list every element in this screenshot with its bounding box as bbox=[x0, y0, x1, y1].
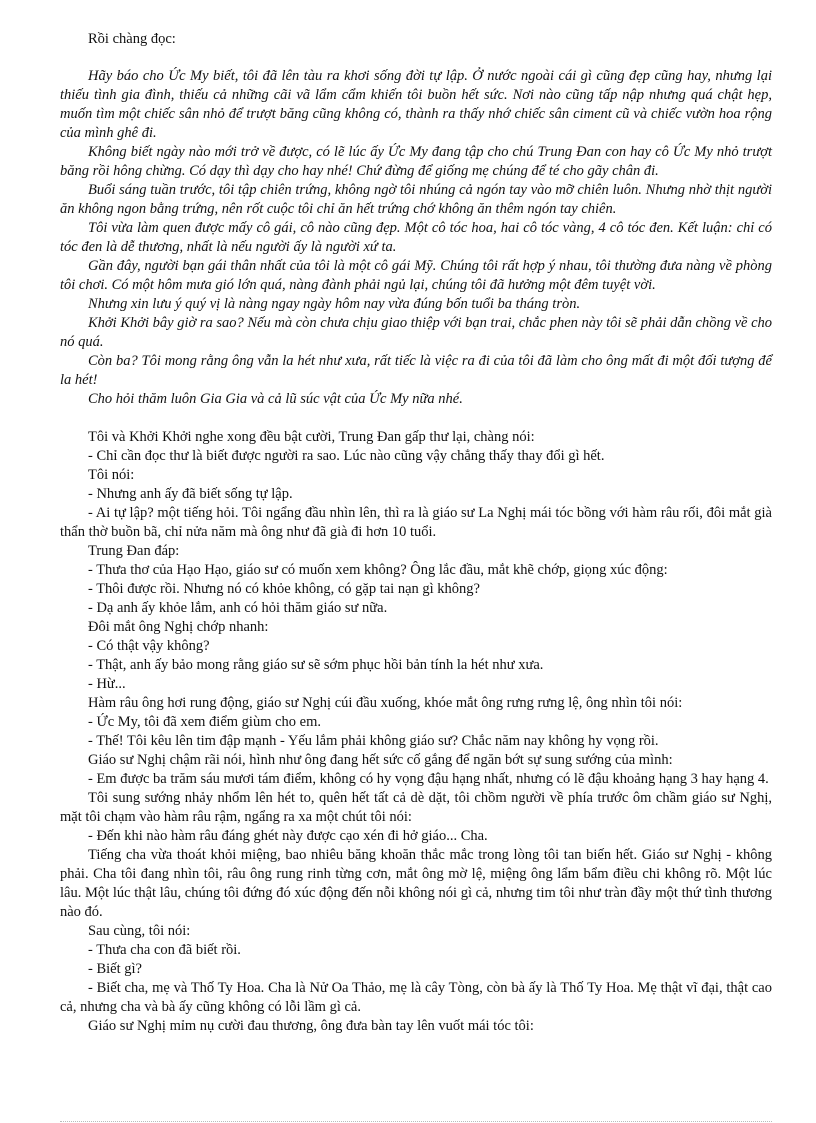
dialogue-line: - Thôi được rồi. Nhưng nó có khỏe không, có gặp tai nạn gì không? bbox=[88, 581, 480, 597]
dialogue-line: - Dạ anh ấy khỏe lắm, anh có hỏi thăm giáo sư nữa. bbox=[88, 600, 388, 616]
dialogue-line: - Ai tự lập? một tiếng hỏi. Tôi ngẩng đầu nhìn lên, thì ra là giáo sư La Nghị mái tóc bồng với hàm râu rối, đôi mắt già thẩn thờ buồn bã, chỉ nửa năm mà ông như đã già đi hơn 10 tuổi. bbox=[60, 505, 772, 540]
letter-paragraph: Cho hỏi thăm luôn Gia Gia và cả lũ súc vật của Ức My nữa nhé. bbox=[88, 391, 463, 407]
narrative-paragraph: Đôi mắt ông Nghị chớp nhanh: bbox=[88, 619, 269, 635]
letter-paragraph: Khởi Khởi bây giờ ra sao? Nếu mà còn chưa chịu giao thiệp với bạn trai, chắc phen này tôi sẽ phải dẫn chồng về cho nó quá. bbox=[60, 315, 773, 350]
letter-block bbox=[60, 67, 772, 409]
dialogue-line: - Chỉ cần đọc thư là biết được người ra sao. Lúc nào cũng vậy chẳng thấy thay đổi gì hết. bbox=[88, 448, 605, 464]
dialogue-line: - Biết gì? bbox=[88, 961, 142, 977]
letter-paragraph: Còn ba? Tôi mong rằng ông vẫn la hét như xưa, rất tiếc là việc ra đi của tôi đã làm cho ông mất đi một đối tượng để la hét! bbox=[60, 353, 772, 388]
narrative-paragraph: Tôi nói: bbox=[88, 467, 135, 483]
dialogue-line: - Em được ba trăm sáu mươi tám điểm, không có hy vọng đậu hạng nhất, nhưng có lẽ đậu khoảng hạng 3 hay hạng 4. bbox=[88, 771, 769, 787]
dialogue-line: - Nhưng anh ấy đã biết sống tự lập. bbox=[88, 486, 293, 502]
dialogue-line: - Đến khi nào hàm râu đáng ghét này được cạo xén đi hở giáo... Cha. bbox=[88, 828, 488, 844]
dialogue-line: - Hừ... bbox=[88, 676, 126, 692]
dialogue-line: - Thưa cha con đã biết rồi. bbox=[88, 942, 241, 958]
narrative-paragraph: Hàm râu ông hơi rung động, giáo sư Nghị cúi đầu xuống, khóe mắt ông rưng rưng lệ, ông nhìn tôi nói: bbox=[88, 695, 683, 711]
letter-paragraph: Không biết ngày nào mới trở về được, có lẽ lúc ấy Ức My đang tập cho chú Trung Đan con hay cô Ức My nhỏ trượt băng rồi hông chừng. Có dạy thì dạy cho hay nhé! Chứ đừng để giống mẹ chúng để té cho gãy chân đi. bbox=[60, 144, 772, 179]
dialogue-line: - Thưa thơ của Hạo Hạo, giáo sư có muốn xem không? Ông lắc đầu, mắt khẽ chớp, giọng xúc động: bbox=[88, 562, 668, 578]
dialogue-line: - Biết cha, mẹ và Thố Ty Hoa. Cha là Nử Oa Thảo, mẹ là cây Tòng, còn bà ấy là Thố Ty Hoa. Mẹ thật vĩ đại, thật cao cả, nhưng cha và bà ấy cũng không có lỗi lầm gì cả. bbox=[60, 980, 772, 1015]
narrative-paragraph: Tiếng cha vừa thoát khỏi miệng, bao nhiêu băng khoăn thắc mắc trong lòng tôi tan biến hết. Giáo sư Nghị - không phải. Cha tôi đang nhìn tôi, râu ông rung rinh từng cơn, mắt ông mờ lệ, miệng ông lẩm bẩm điều chi không rõ. Một lúc lâu. Một lúc thật lâu, chúng tôi đứng đó xúc động đến nỗi không nói gì cả, nhưng tim tôi như tràn đầy một thứ tình thương nào đó. bbox=[60, 847, 772, 920]
narrative-paragraph: Tôi sung sướng nhảy nhổm lên hét to, quên hết tất cả dè dặt, tôi chồm người về phía trước ôm chầm giáo sư Nghị, mặt tôi chạm vào hàm râu rậm, ngẩng ra xa một chút tôi nói: bbox=[60, 790, 772, 825]
spacer bbox=[60, 49, 772, 67]
document-page bbox=[60, 30, 772, 1036]
narrative-paragraph: Sau cùng, tôi nói: bbox=[88, 923, 191, 939]
dialogue-line: - Thật, anh ấy bảo mong rằng giáo sư sẽ sớm phục hồi bản tính la hét như xưa. bbox=[88, 657, 544, 673]
letter-paragraph: Buổi sáng tuần trước, tôi tập chiên trứng, không ngờ tôi nhúng cả ngón tay vào mỡ chiên luôn. Nhưng nhờ thịt người ăn không ngon bằng trứng, nên rốt cuộc tôi chỉ ăn hết trứng chớ không ăn thêm ngón tay chiên. bbox=[60, 182, 772, 217]
narrative-paragraph: Trung Đan đáp: bbox=[88, 543, 180, 559]
letter-paragraph: Hãy báo cho Ức My biết, tôi đã lên tàu ra khơi sống đời tự lập. Ở nước ngoài cái gì cũng đẹp cũng hay, nhưng lại thiếu tình gia đình, thiếu cả những cãi vã lẩm cẩm khiến tôi buồn hết sức. Nơi nào cũng tấp nập nhưng quá chật hẹp, muốn tìm một chiếc sân nhỏ để trượt băng cũng không có, thành ra thấy nhớ chiếc sân ciment cũ và chiếc vườn hoa rộng của mình ghê đi. bbox=[60, 68, 772, 141]
letter-paragraph: Gần đây, người bạn gái thân nhất của tôi là một cô gái Mỹ. Chúng tôi rất hợp ý nhau, tôi thường đưa nàng về phòng tôi chơi. Có một hôm mưa gió lớn quá, nàng đành phải ngủ lại, chúng tôi đã hưởng một đêm tuyệt vời. bbox=[60, 258, 772, 293]
dialogue-line: - Ức My, tôi đã xem điểm giùm cho em. bbox=[88, 714, 321, 730]
dialogue-line: - Có thật vậy không? bbox=[88, 638, 210, 654]
spacer bbox=[60, 409, 772, 428]
intro-line: Rồi chàng đọc: bbox=[88, 31, 176, 47]
letter-paragraph: Nhưng xin lưu ý quý vị là nàng ngay ngày hôm nay vừa đúng bốn tuổi ba tháng tròn. bbox=[88, 296, 581, 312]
narrative-block bbox=[60, 428, 772, 1036]
narrative-paragraph: Giáo sư Nghị chậm rãi nói, hình như ông đang hết sức cố gắng để ngăn bớt sự sung sướng của mình: bbox=[88, 752, 673, 768]
narrative-paragraph: Giáo sư Nghị mỉm nụ cười đau thương, ông đưa bàn tay lên vuốt mái tóc tôi: bbox=[88, 1018, 534, 1034]
dialogue-line: - Thế! Tôi kêu lên tim đập mạnh - Yếu lắm phải không giáo sư? Chắc năm nay không hy vọng rồi. bbox=[88, 733, 659, 749]
letter-paragraph: Tôi vừa làm quen được mấy cô gái, cô nào cũng đẹp. Một cô tóc hoa, hai cô tóc vàng, 4 cô tóc đen. Kết luận: chỉ có tóc đen là dễ thương, nhất là nếu người ấy là người xứ ta. bbox=[60, 220, 772, 255]
narrative-paragraph: Tôi và Khởi Khởi nghe xong đều bật cười, Trung Đan gấp thư lại, chàng nói: bbox=[88, 429, 535, 445]
page-bottom-rule bbox=[60, 1121, 772, 1122]
